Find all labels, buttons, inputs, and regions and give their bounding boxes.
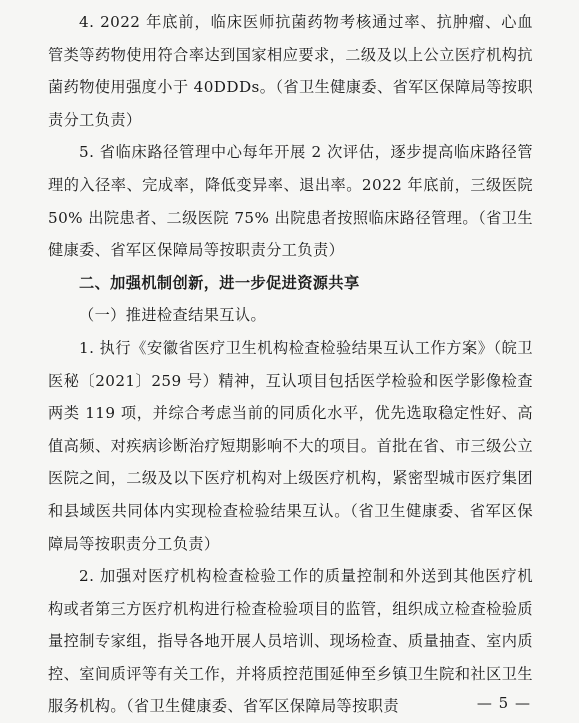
- paragraph-item-4: 4. 2022 年底前，临床医师抗菌药物考核通过率、抗肿瘤、心血管类等药物使用符合率达到国家相应要求，二级及以上公立医疗机构抗菌药物使用强度小于 40DDDs。（省卫生健康委、省军区保障局等按职责分工负责）: [48, 13, 533, 129]
- section-heading: 二、加强机制创新，进一步促进资源共享: [79, 273, 360, 292]
- page-number: — 5 —: [476, 694, 531, 712]
- paragraph-item-1: 1. 执行《安徽省医疗卫生机构检查检验结果互认工作方案》（皖卫医秘〔2021〕259 号）精神，互认项目包括医学检验和医学影像检查两类 119 项，并综合考虑当前的同质化水平，优先选取稳定性好、高值高频、对疾病诊断治疗短期影响不大的项目。首批在省、市三级公立医院之间，二级及以下医疗机构对上级医疗机构，紧密型城市医疗集团和县域医共同体内实现检查检验结果互认。（省卫生健康委、省军区保障局等按职责分工负责）: [48, 338, 533, 553]
- paragraph-item-2: 2. 加强对医疗机构检查检验工作的质量控制和外送到其他医疗机构或者第三方医疗机构进行检查检验项目的监管，组织成立检查检验质量控制专家组，指导各地开展人员培训、现场检查、质量抽查、室内质控、室间质评等有关工作，并将质控范围延伸至乡镇卫生院和社区卫生服务机构。（省卫生健康委、省军区保障局等按职责: [48, 567, 533, 716]
- subsection-heading: （一）推进检查结果互认。: [79, 306, 267, 325]
- paragraph-item-5: 5. 省临床路径管理中心每年开展 2 次评估，逐步提高临床路径管理的入径率、完成率，降低变异率、退出率。2022 年底前，三级医院 50% 出院患者、二级医院 75% 出院患者按照临床路径管理。（省卫生健康委、省军区保障局等按职责分工负责）: [48, 143, 533, 260]
